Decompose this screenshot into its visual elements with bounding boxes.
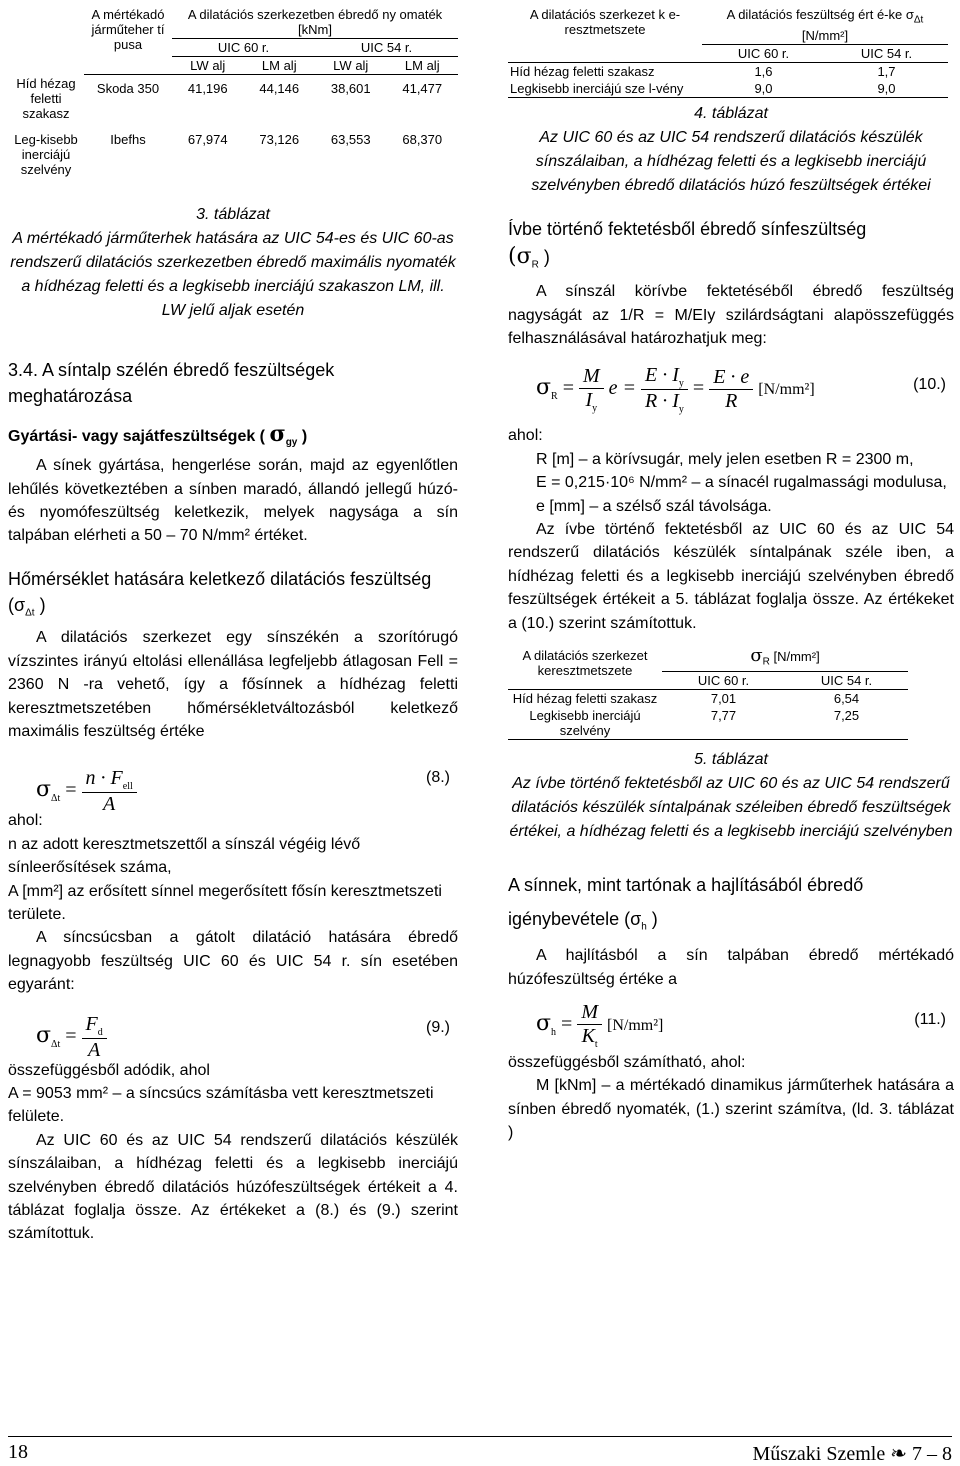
paragraph: A sínek gyártása, hengerlése során, majd az egyenlőtlen lehűlés következtében a sínben maradó, állandó jellegű húzó- és nyomófeszültség keletkezik, melyek nagysága a sín talpában elérheti a 50 – 70 N/mm² értéket. bbox=[8, 457, 458, 545]
subheading-bending-stress: A sínnek, mint tartónak a hajlításából ébredő igénybevétele ($\sigma_h$ ) bbox=[508, 874, 864, 933]
table4-header-section: A dilatációs szerkezet k e-resztmetszete bbox=[508, 6, 702, 62]
table-4 bbox=[508, 6, 948, 98]
definition-e: e [mm] – a szélső szál távolsága. bbox=[536, 497, 772, 515]
table4-cell: 1,6 bbox=[754, 63, 773, 79]
table3-cell: 63,553 bbox=[330, 131, 371, 147]
equation-number: (9.) bbox=[426, 1018, 450, 1036]
table4-cell: 1,7 bbox=[877, 63, 896, 79]
table5-row-name: Híd hézag feletti szakasz bbox=[512, 690, 658, 706]
table5-caption-title: 5. táblázat bbox=[694, 750, 768, 768]
table5-cell: 7,01 bbox=[710, 690, 737, 706]
table4-caption-text: Az UIC 60 és az UIC 54 rendszerű dilatációs készülék sínszálaiban, a hídhézag feletti és a legkisebb inerciájú szelvényben ébredő dilatációs húzó feszültségek értékei bbox=[531, 128, 931, 194]
equation-11: $\sigma_h$ = $\frac{M}{K_t}$ [N/mm²] (11.) bbox=[536, 1001, 946, 1051]
equation-number: (11.) bbox=[914, 1011, 946, 1029]
table5-caption-text: Az ívbe történő fektetésből az UIC 60 és az UIC 54 rendszerű dilatációs készülék síntalpának széleiben ébredő feszültségek értékei, a hídhézag feletti és a legkisebb inerciájú szelvényben bbox=[509, 774, 953, 840]
table3-row-name: Skoda 350 bbox=[96, 81, 160, 96]
table3-header-vehicle: A mértékadó járműteher tí pusa bbox=[84, 6, 172, 75]
paragraph: összefüggésből adódik, ahol bbox=[8, 1061, 210, 1079]
equation-8: $\sigma_{\Delta t}$ = $\frac{n \cdot F_{ell}}{A}$ (8.) bbox=[36, 767, 450, 816]
table3-header-moment: A dilatációs szerkezetben ébredő ny omaték [kNm] bbox=[187, 7, 443, 37]
equation-number: (8.) bbox=[426, 769, 450, 787]
table3-caption-text: A mértékadó járműterhek hatására az UIC 54-es és UIC 60-as rendszerű dilatációs szerkezetben ébredő maximális nyomaték a hídhézag feletti és a legkisebb inerciájú szakaszon LM, ill. LW jelű aljak esetén bbox=[10, 229, 456, 319]
table4-row-name: Legkisebb inerciájú sze l-vény bbox=[508, 80, 702, 98]
left-column bbox=[8, 0, 458, 1246]
journal-name: Műszaki Szemle ❧ 7 – 8 bbox=[752, 1443, 952, 1465]
table3-caption-title: 3. táblázat bbox=[196, 205, 270, 223]
table5-header-uic60: UIC 60 r. bbox=[662, 671, 785, 689]
table4-caption-title: 4. táblázat bbox=[694, 104, 768, 122]
table3-cell: 68,370 bbox=[402, 131, 443, 147]
table-3 bbox=[8, 6, 458, 201]
curve-stress-symbol: ($\sigma_R$ ) bbox=[508, 243, 550, 271]
equation-number: (10.) bbox=[913, 376, 946, 394]
page-number: 18 bbox=[8, 1441, 28, 1463]
table-5 bbox=[508, 647, 908, 740]
table4-header-stress: A dilatációs feszültség ért é-ke $\sigma_{\Delta t}$ [N/mm²] bbox=[726, 7, 924, 43]
paragraph: M [kNm] – a mértékadó dinamikus járműterhek hatására a sínben ébredő nyomaték, (1.) szerint számítva, (ld. 3. táblázat ) bbox=[508, 1077, 954, 1142]
equation-10: $\sigma_R$ = $\frac{M}{I_y}$ e = $\frac{E \cdot I_y}{R \cdot I_y}$ = $\frac{E \cdot e}{R}$ [N/mm²] (10.) bbox=[536, 364, 946, 416]
table4-row-name: Híd hézag feletti szakasz bbox=[510, 63, 655, 79]
paragraph: A dilatációs szerkezet egy sínszékén a szorítórugó vízszintes irányú eltolási ellenállása legfeljebb átlagosan Fell = 2360 N -ra vehető, így a fősínnek a hídhézag feletti keresztmetszetében hőmérsékletváltozásból keletkező maximális feszültség értéke bbox=[8, 629, 458, 740]
table3-cell: 38,601 bbox=[330, 81, 371, 96]
table5-cell: 7,77 bbox=[662, 707, 785, 740]
table3-cell: 44,146 bbox=[259, 81, 300, 96]
page-footer bbox=[8, 1436, 952, 1465]
paragraph: A síncsúcsban a gátolt dilatáció hatására ébredő legnagyobb feszültség UIC 60 és UIC 54 r. sín esetében egyaránt: bbox=[8, 929, 458, 994]
paragraph: A = 9053 mm² – a síncsúcs számításba vett keresztmetszeti felülete. bbox=[8, 1085, 434, 1126]
subheading-curve-stress: Ívbe történő fektetésből ébredő sínfeszültség bbox=[508, 218, 867, 239]
ahol-label: ahol: bbox=[508, 427, 543, 445]
definition-n: n az adott keresztmetszettől a sínszál végéig lévő sínleerősítések száma, bbox=[8, 835, 361, 877]
table3-row-group: Híd hézag feletti szakasz bbox=[16, 75, 76, 121]
table5-header-uic54: UIC 54 r. bbox=[785, 671, 908, 689]
table3-cell: 67,974 bbox=[187, 131, 228, 147]
definition-A: A [mm²] az erősített sínnel megerősített fősín keresztmetszeti területe. bbox=[8, 882, 442, 923]
table3-sub-header: LW alj bbox=[172, 57, 244, 75]
table5-cell: 6,54 bbox=[833, 690, 860, 706]
equation-9: $\sigma_{\Delta t}$ = $\frac{F_d}{A}$ (9.) bbox=[36, 1012, 450, 1061]
subheading-manufacturing-stress: Gyártási- vagy sajátfeszültségek ( $\sigma_{gy}$ ) bbox=[8, 420, 308, 448]
paragraph: A hajlításból a sín talpában ébredő mértékadó húzófeszültség értéke a bbox=[508, 947, 954, 988]
paragraph: Az ívbe történő fektetésből az UIC 60 és az UIC 54 rendszerű dilatációs készülék síntalpának széle iben, a hídhézag feletti és a legkisebb inerciájú szelvényben ébredő feszültségek értékeit a 5. táblázat foglalja össze. Az értékeket a (10.) szerint számítottuk. bbox=[508, 521, 954, 632]
table3-sub-header: LW alj bbox=[315, 57, 387, 75]
table3-row-name: Ibefhs bbox=[110, 131, 146, 147]
table5-header-stress: $\sigma_R$ [N/mm²] bbox=[750, 645, 820, 668]
table3-sub-header: LM alj bbox=[387, 57, 459, 75]
table3-cell: 41,477 bbox=[402, 81, 443, 96]
table5-header-section: A dilatációs szerkezet keresztmetszete bbox=[508, 647, 662, 689]
table4-cell: 9,0 bbox=[702, 80, 825, 98]
paragraph: összefüggésből számítható, ahol: bbox=[508, 1054, 746, 1072]
table3-row-group: Leg-kisebb inerciájú szelvény bbox=[14, 131, 78, 177]
table3-cell: 73,126 bbox=[259, 131, 300, 147]
table3-header-uic60: UIC 60 r. bbox=[172, 39, 315, 57]
paragraph: A sínszál körívbe fektetéséből ébredő feszültség nagyságát az 1/R = M/EIy szilárdságtani alapösszefüggés felhasználásával határozhatjuk meg: bbox=[508, 283, 954, 347]
table4-cell: 9,0 bbox=[825, 80, 948, 98]
definition-R: R [m] – a körívsugár, mely jelen esetben R = 2300 m, bbox=[536, 450, 914, 468]
table5-cell: 7,25 bbox=[785, 707, 908, 740]
paragraph: Az UIC 60 és az UIC 54 rendszerű dilatációs készülék sínszálaiban, a hídhézag feletti és a legkisebb inerciájú szelvényben ébredő dilatációs húzófeszültségek értékeit a 4. táblázat foglalja össze. Az értékeket a (8.) és (9.) szerint számítottuk. bbox=[8, 1131, 458, 1243]
right-column bbox=[508, 0, 954, 1145]
definition-E: E = 0,215·10⁶ N/mm² – a sínacél rugalmassági modulusa, bbox=[536, 474, 947, 492]
section-heading: 3.4. A síntalp szélén ébredő feszültségek meghatározása bbox=[8, 359, 335, 406]
subheading-thermal-stress: Hőmérséklet hatására keletkező dilatációs feszültség ($\sigma_{\Delta t}$ ) bbox=[8, 568, 432, 619]
ahol-label: ahol: bbox=[8, 812, 43, 830]
table3-cell: 41,196 bbox=[187, 81, 228, 96]
table3-header-uic54: UIC 54 r. bbox=[315, 39, 458, 57]
table4-header-uic60: UIC 60 r. bbox=[702, 44, 825, 62]
table3-sub-header: LM alj bbox=[244, 57, 316, 75]
table5-row-name: Legkisebb inerciájú szelvény bbox=[508, 707, 662, 740]
table4-header-uic54: UIC 54 r. bbox=[825, 44, 948, 62]
